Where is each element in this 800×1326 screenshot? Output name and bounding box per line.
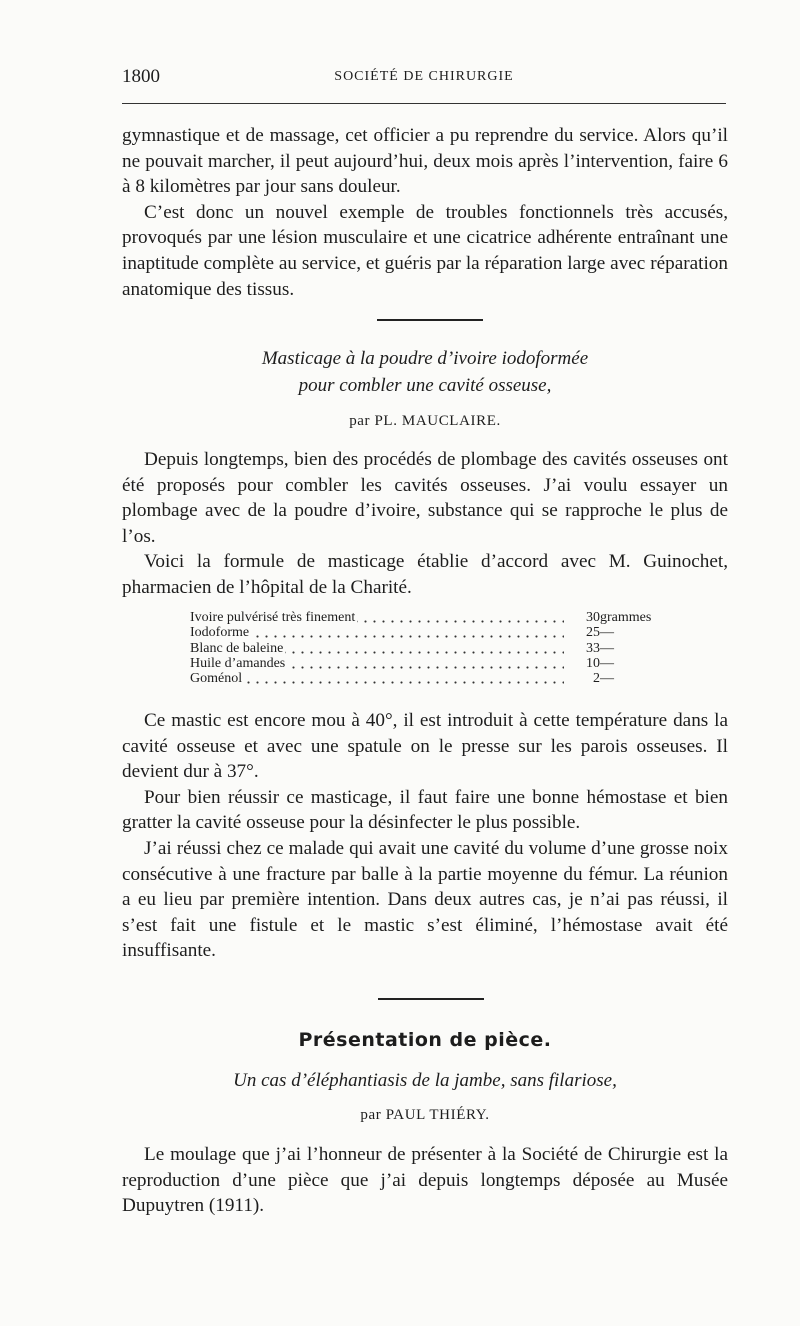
formula-table [190,610,680,686]
article1-paragraph-2: Voici la formule de masticage établie d’accord avec M. Guinochet, pharmacien de l’hôpital de la Charité. [122,551,728,598]
article2-paragraph-1: Le moulage que j’ai l’honneur de présenter à la Société de Chirurgie est la reproduction d’une pièce que j’ai depuis longtemps déposée au Musée Dupuytren (1911). [122,1144,728,1217]
formula-quantity: 25 [586,625,600,641]
article1-title-line2: pour combler une cavité osseuse, [298,375,552,396]
header-rule [122,103,726,104]
article1-text-b [122,708,728,964]
formula-row [190,625,680,640]
formula-row [190,671,680,686]
article1-title-line1: Masticage à la poudre d’ivoire iodoformée [261,348,589,369]
formula-ingredient: Goménol [190,671,243,687]
section-separator-2 [378,998,484,1000]
article1-paragraph-3: Ce mastic est encore mou à 40°, il est introduit à cette température dans la cavité osseuse et avec une spatule on le presse sur les parois osseuses. Il devient dur à 37°. [122,710,728,783]
article1-byline: par PL. MAUCLAIRE. [349,413,501,429]
page-header [122,66,726,94]
formula-unit: grammes [600,610,652,625]
intro-text [122,123,728,302]
article2-section-title: Présentation de pièce. [298,1029,552,1051]
page-number: 1800 [122,66,160,87]
article2-subtitle: Un cas d’éléphantiasis de la jambe, sans filariose, [233,1070,617,1091]
formula-ingredient: Huile d’amandes [190,655,286,671]
section-separator-1 [377,319,483,321]
article2-byline: par PAUL THIÉRY. [360,1107,490,1123]
article1-paragraph-1: Depuis longtemps, bien des procédés de plombage des cavités osseuses ont été proposés pour combler les cavités osseuses. J’ai voulu essayer un plombage avec de la poudre d’ivoire, substance qui se rapproche le plus de l’os. [122,449,728,547]
formula-ingredient: Iodoforme [190,625,250,641]
formula-quantity: 2 [593,671,600,687]
intro-paragraph-2: C’est donc un nouvel exemple de troubles fonctionnels très accusés, provoqués par une lésion musculaire et une cicatrice adhérente entraînant une inaptitude complète au service, et guéris par la réparation large avec réparation anatomique des tissus. [122,201,728,300]
formula-unit: — [600,671,614,687]
formula-row [190,656,680,671]
formula-ingredient: Ivoire pulvérisé très finement [190,610,356,625]
formula-unit: — [600,625,614,641]
article1-paragraph-4: Pour bien réussir ce masticage, il faut faire une bonne hémostase et bien gratter la cavité osseuse pour la désinfecter le plus possible. [122,786,728,834]
formula-quantity: 30 [586,610,600,625]
article1-paragraph-5: J’ai réussi chez ce malade qui avait une cavité du volume d’une grosse noix consécutive à une fracture par balle à la partie moyenne du fémur. La réunion a eu lieu par première intention. Dans deux autres cas, je n’ai pas réussi, il s’est fait une fistule et le mastic s’est éliminé, l’hémostase avait été insuffisante. [122,837,728,962]
formula-unit: — [600,655,614,671]
formula-row [190,610,680,625]
formula-quantity: 10 [586,655,600,671]
article1-text-a [122,447,728,601]
article2-text [122,1142,728,1219]
intro-paragraph-1: gymnastique et de massage, cet officier a pu reprendre du service. Alors qu’il ne pouvait marcher, il peut aujourd’hui, deux mois après l’intervention, faire 6 à 8 kilomètres par jour sans douleur. [122,125,728,198]
formula-ingredient: Blanc de baleine [190,640,284,656]
formula-unit: — [600,640,614,656]
formula-row [190,641,680,656]
formula-quantity: 33 [586,640,600,656]
running-head: SOCIÉTÉ DE CHIRURGIE [334,69,514,84]
